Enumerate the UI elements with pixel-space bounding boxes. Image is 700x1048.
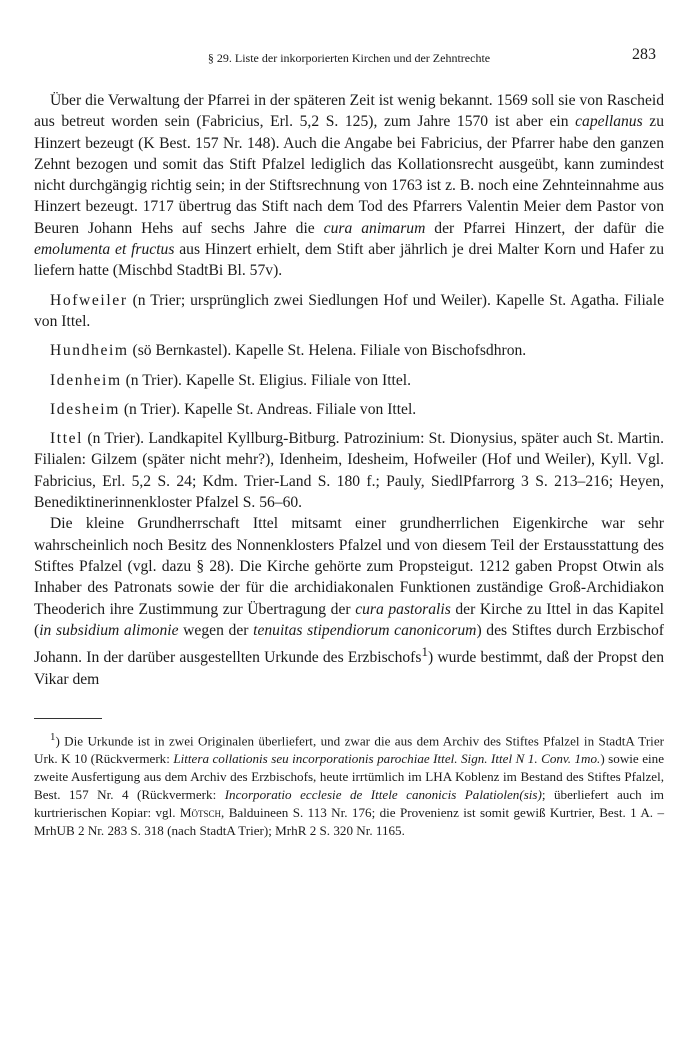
italic-text: in subsidium alimonie	[39, 621, 179, 639]
text-run: wegen der	[178, 621, 254, 639]
page-number: 283	[632, 46, 656, 63]
italic-text: tenuitas stipendiorum canonicorum	[253, 621, 477, 639]
text-run: (n Trier). Landkapitel Kyllburg-Bitburg. Patrozinium: St. Dionysius, später auch St. Martin. Filialen: Gilzem (später nicht mehr?), Idenheim, Idesheim, Hofweiler (Hof und Weiler), Kyll. Vgl. Fabricius, Erl. 5,2 S. 24; Kdm. Trier-Land S. 180 f.; Pauly, SiedlPfarrorg 3 S. 213–216; Heyen, Benediktinerinnenkloster Pfalzel S. 56–60.	[34, 430, 664, 512]
text-run: aus Hinzert erhielt, dem Stift aber jährlich je drei Malter Korn und Hafer zu liefern hatte (Mischbd StadtBi Bl. 57v).	[34, 241, 664, 280]
text-run: (n Trier). Kapelle St. Andreas. Filiale von Ittel.	[119, 400, 417, 418]
footnote-rule	[34, 718, 102, 719]
text-run: ) des Stiftes durch Erzbischof Johann. In der darüber ausgestellten Urkunde des Erzbischofs	[34, 621, 664, 667]
text-run: (n Trier; ursprünglich zwei Siedlungen Hof und Weiler). Kapelle St. Agatha. Filiale von Ittel.	[34, 291, 664, 330]
text-run: ) Die Urkunde ist in zwei Originalen überliefert, und zwar die aus dem Archiv des Stiftes Pfalzel in StadtA Trier Urk. K 10 (Rückvermerk:	[34, 733, 664, 767]
running-header	[34, 46, 664, 70]
italic-text: capellanus	[575, 113, 643, 131]
text-run: der Kirche zu Ittel in das Kapitel (	[34, 600, 664, 639]
entry-heading: Hofweiler	[50, 291, 128, 309]
text-run: Mötsch	[179, 804, 222, 820]
text-run: ; überliefert auch im kurtrierischen Kopiar: vgl.	[34, 786, 664, 820]
text-run: zu Hinzert bezeugt (K Best. 157 Nr. 148). Auch die Angabe bei Fabricius, der Pfarrer habe den ganzen Zehnt bezogen und somit das Stift Pfalzel lediglich das Kollationsrecht ausgeübt, kann zumindest nicht durchgängig richtig sein; in der Stiftsrechnung von 1763 ist z. B. noch eine Zehnteinnahme aus Hinzert bezeugt. 1717 übertrug das Stift nach dem Tod des Pfarrers Valentin Meier dem Pastor von Beuren Johann Hehs auf sechs Jahre die	[34, 113, 664, 237]
body-text	[34, 90, 664, 690]
running-title: § 29. Liste der inkorporierten Kirchen und der Zehntrechte	[207, 51, 491, 65]
italic-text: Littera collationis seu incorporationis parochiae Ittel. Sign. Ittel N 1. Conv. 1mo.	[173, 751, 601, 767]
text-run: der Pfarrei Hinzert, der dafür die	[425, 219, 665, 237]
text-run: Die kleine Grundherrschaft Ittel mitsamt einer grundherrlichen Eigenkirche war sehr wahrscheinlich noch Besitz des Nonnenklosters Pfalzel und von diesem Teil der Erstausstattung des Stiftes Pfalzel (vgl. dazu § 28). Die Kirche gehörte zum Propsteigut. 1212 gaben Propst Otwin als Inhaber des Patronats sowie der für die archidiakonalen Funktionen zuständige Groß-Archidiakon Theoderich ihre Zustimmung zur Übertragung der	[34, 515, 664, 618]
paragraph	[34, 340, 664, 361]
footnote-1	[34, 729, 664, 840]
entry-heading: Idesheim	[50, 400, 120, 418]
paragraph	[34, 428, 664, 513]
italic-text: emolumenta et fructus	[34, 241, 175, 259]
italic-text: cura animarum	[323, 219, 426, 237]
italic-text: cura pastoralis	[355, 600, 451, 618]
footnotes	[34, 729, 664, 840]
paragraph	[34, 513, 664, 690]
text-run: (n Trier). Kapelle St. Eligius. Filiale von Ittel.	[121, 371, 412, 389]
entry-heading: Idenheim	[50, 371, 122, 389]
text-run: Über die Verwaltung der Pfarrei in der späteren Zeit ist wenig bekannt. 1569 soll sie von Rascheid aus betreut worden sein (Fabricius, Erl. 5,2 S. 125), zum Jahre 1570 ist aber ein	[34, 92, 664, 131]
entry-heading: Ittel	[50, 430, 84, 448]
text-run: ) wurde bestimmt, daß der Propst den Vikar dem	[34, 649, 665, 688]
italic-text: Incorporatio ecclesie de Ittele canonicis Palatiolen(sis)	[224, 786, 542, 802]
entry-heading: Hundheim	[50, 342, 129, 360]
paragraph	[34, 290, 664, 333]
paragraph	[34, 370, 664, 391]
text-run: ) sowie eine zweite Ausfertigung aus dem Archiv des Erzbischofs, heute irrtümlich im LHA Koblenz im Bestand des Stiftes Pfalzel, Best. 157 Nr. 4 (Rückvermerk:	[34, 751, 665, 802]
paragraph	[34, 399, 664, 420]
text-run: , Balduineen S. 113 Nr. 176; die Provenienz ist somit gewiß Kurtrier, Best. 1 A. – MrhUB 2 Nr. 283 S. 318 (nach StadtA Trier); MrhR 2 S. 320 Nr. 1165.	[34, 804, 664, 838]
footnote-marker: 1	[50, 730, 56, 743]
book-page	[34, 46, 664, 840]
text-run: (sö Bernkastel). Kapelle St. Helena. Filiale von Bischofsdhron.	[128, 342, 527, 360]
paragraph	[34, 90, 664, 282]
footnote-marker: 1	[421, 644, 428, 660]
